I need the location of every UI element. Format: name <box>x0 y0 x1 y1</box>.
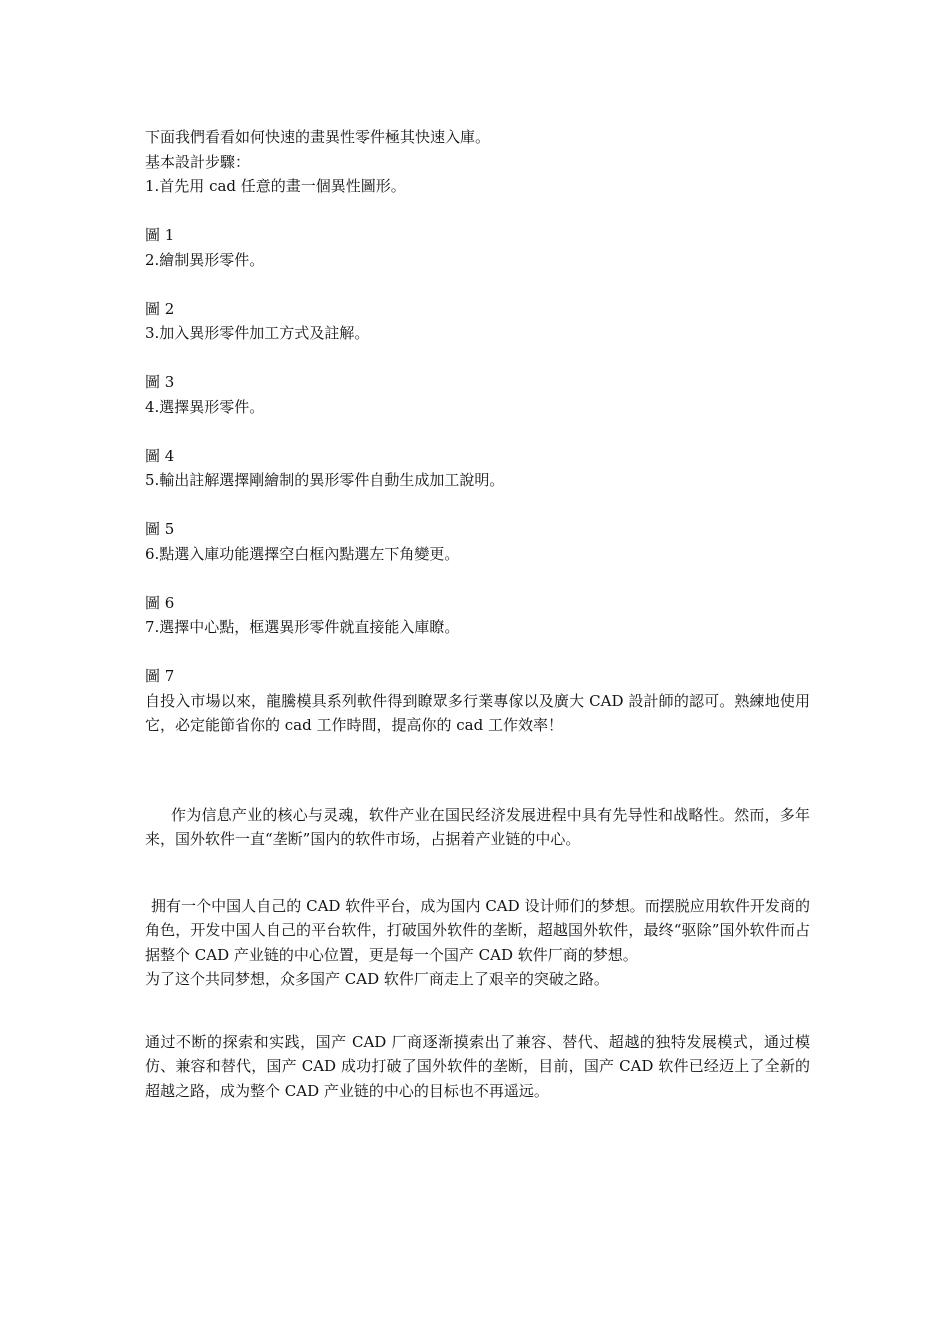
figure-placeholder <box>145 419 810 444</box>
spacer <box>145 852 810 894</box>
figure-placeholder <box>145 346 810 371</box>
step-5: 5.輸出註解選擇剛繪制的異形零件自動生成加工說明。 <box>145 471 505 489</box>
step-1: 1.首先用 cad 任意的畫一個異性圖形。 <box>145 177 406 195</box>
figure-caption-1: 圖 1 <box>145 226 175 244</box>
spacer <box>145 738 810 803</box>
dream-paragraph: 拥有一个中国人自己的 CAD 软件平台，成为国内 CAD 设计师们的梦想。而摆脱应用软件开发商的角色，开发中国人自己的平台软件，打破国外软件的垄断，超越国外软件，最终“驱除”国外软件而占据整个 CAD 产业链的中心位置，更是每一个国产 CAD 软件厂商的梦想。 <box>145 896 810 964</box>
figure-placeholder <box>145 493 810 518</box>
figure-placeholder <box>145 640 810 665</box>
figure-caption-5: 圖 5 <box>145 520 175 538</box>
figure-placeholder <box>145 566 810 591</box>
explore-paragraph: 通过不断的探索和实践，国产 CAD 厂商逐渐摸索出了兼容、替代、超越的独特发展模式，通过模仿、兼容和替代，国产 CAD 成功打破了国外软件的垄断，目前，国产 CAD 软件已经迈上了全新的超越之路，成为整个 CAD 产业链的中心的目标也不再遥远。 <box>145 1032 810 1100</box>
step-2: 2.繪制異形零件。 <box>145 250 265 269</box>
core-paragraph: 作为信息产业的核心与灵魂，软件产业在国民经济发展进程中具有先导性和战略性。然而，多年来，国外软件一直“垄断”国内的软件市场，占据着产业链的中心。 <box>145 805 810 848</box>
step-6: 6.點選入庫功能選擇空白框內點選左下角變更。 <box>145 544 460 563</box>
step-4: 4.選擇異形零件。 <box>145 397 265 416</box>
intro-line: 下面我們看看如何快速的畫異性零件極其快速入庫。 <box>145 128 491 146</box>
step-3: 3.加入異形零件加工方式及註解。 <box>145 324 370 342</box>
figure-caption-3: 圖 3 <box>145 373 175 391</box>
figure-caption-4: 圖 4 <box>145 446 175 465</box>
figure-caption-6: 圖 6 <box>145 593 175 612</box>
figure-caption-2: 圖 2 <box>145 299 175 318</box>
figure-placeholder <box>145 199 810 224</box>
spacer <box>145 992 810 1030</box>
summary-paragraph: 自投入市場以來，龍騰模具系列軟件得到瞭眾多行業專傢以及廣大 CAD 設計師的認可。熟練地使用它，必定能節省你的 cad 工作時間，提高你的 cad 工作效率！ <box>145 691 810 734</box>
figure-caption-7: 圖 7 <box>145 667 175 685</box>
document-body <box>145 125 810 1103</box>
figure-placeholder <box>145 272 810 297</box>
steps-heading: 基本設計步驟： <box>145 152 251 171</box>
road-paragraph: 为了这个共同梦想，众多国产 CAD 软件厂商走上了艰辛的突破之路。 <box>145 970 609 988</box>
step-7: 7.選擇中心點，框選異形零件就直接能入庫瞭。 <box>145 618 460 636</box>
